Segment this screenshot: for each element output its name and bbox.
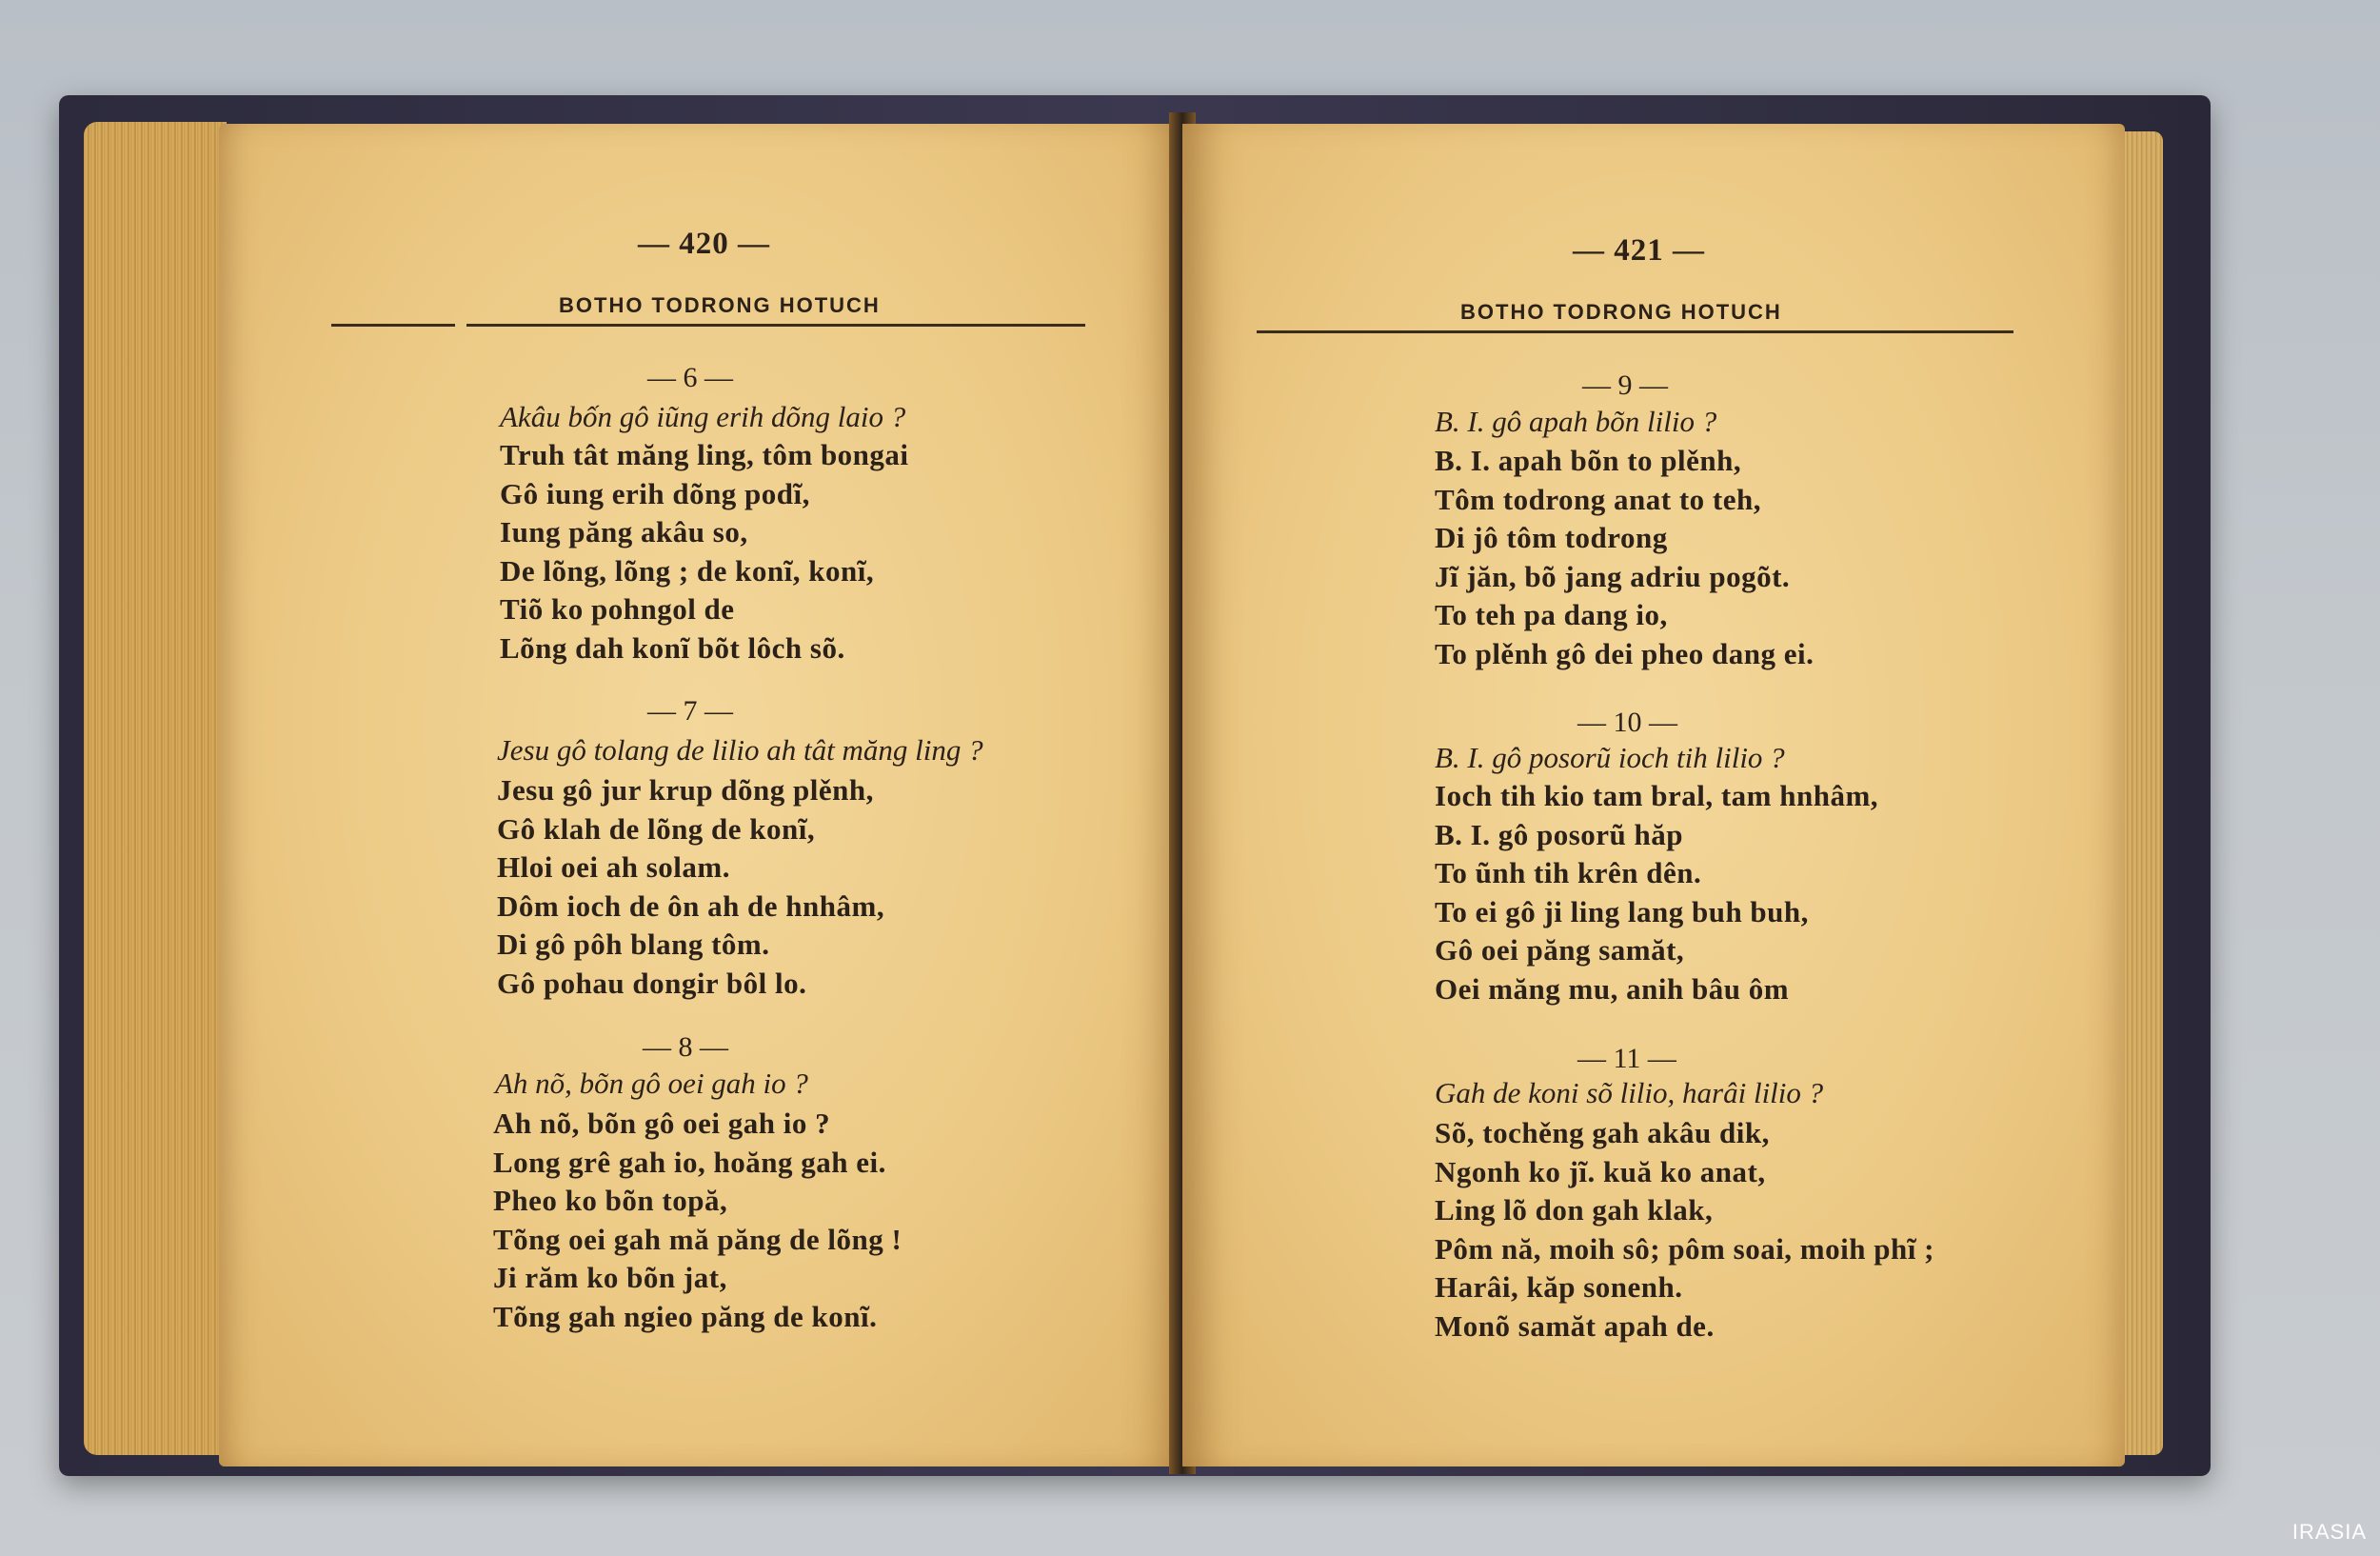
verse-line: Lõng dah konĩ bõt lôch sõ. bbox=[500, 630, 845, 665]
verse-line: Tõng oei gah mă păng de lõng ! bbox=[493, 1222, 902, 1256]
verse-line: Dôm ioch de ôn ah de hnhâm, bbox=[497, 888, 885, 923]
verse-line: Hloi oei ah solam. bbox=[497, 850, 730, 884]
page-number: — 421 — bbox=[1573, 233, 1705, 268]
verse-line: Ah nõ, bõn gô oei gah io ? bbox=[493, 1107, 831, 1140]
verse-line: Sõ, tochěng gah akâu dik, bbox=[1435, 1116, 1770, 1149]
verse-line: Ioch tih kio tam bral, tam hnhâm, bbox=[1435, 779, 1879, 812]
verse-line: To plěnh gô dei pheo dang ei. bbox=[1435, 636, 1815, 670]
section-question: Jesu gô tolang de lilio ah tât măng ling ? bbox=[497, 733, 983, 767]
header-rule-right bbox=[466, 324, 1085, 327]
verse-line: Jĩ jăn, bõ jang adriu pogõt. bbox=[1435, 559, 1791, 593]
verse-line: Gô iung erih dõng podĩ, bbox=[500, 476, 810, 510]
right-page bbox=[1182, 124, 2125, 1466]
section-number: — 7 — bbox=[647, 695, 733, 727]
verse-line: Long grê gah io, hoăng gah ei. bbox=[493, 1145, 886, 1179]
verse-line: Gô oei păng samăt, bbox=[1435, 933, 1685, 967]
verse-line: To ũnh tih krên dên. bbox=[1435, 856, 1702, 889]
verse-line: Gô klah de lõng de konĩ, bbox=[497, 811, 816, 846]
verse-line: Pheo ko bõn topă, bbox=[493, 1184, 728, 1217]
verse-line: B. I. apah bõn to plěnh, bbox=[1435, 444, 1742, 477]
verse-line: Ling lõ don gah klak, bbox=[1435, 1193, 1714, 1227]
section-number: — 8 — bbox=[643, 1031, 728, 1063]
section-question: Akâu bốn gô iũng erih dõng laio ? bbox=[500, 400, 906, 433]
section-question: Ah nõ, bõn gô oei gah io ? bbox=[495, 1067, 808, 1100]
verse-line: Gô pohau dongir bôl lo. bbox=[497, 966, 807, 1000]
verse-line: Tõng gah ngieo păng de konĩ. bbox=[493, 1299, 878, 1333]
verse-line: Tiõ ko pohngol de bbox=[500, 592, 735, 626]
verse-line: Ji răm ko bõn jat, bbox=[493, 1261, 727, 1294]
section-question: B. I. gô posorũ ioch tih lilio ? bbox=[1435, 741, 1785, 774]
section-question: Gah de koni sõ lilio, harâi lilio ? bbox=[1435, 1076, 1824, 1109]
verse-line: Iung păng akâu so, bbox=[500, 515, 748, 549]
verse-line: Ngonh ko jĩ. kuă ko anat, bbox=[1435, 1154, 1766, 1188]
section-verse bbox=[1435, 442, 1814, 673]
verse-line: De lõng, lõng ; de konĩ, konĩ, bbox=[500, 553, 875, 588]
verse-line: Truh tât măng ling, tôm bongai bbox=[500, 438, 909, 471]
section-verse bbox=[500, 436, 909, 668]
section-verse bbox=[1435, 777, 1878, 1008]
section-verse bbox=[1435, 1114, 1934, 1346]
section-verse bbox=[493, 1105, 902, 1336]
verse-line: Di gô pôh blang tôm. bbox=[497, 928, 770, 961]
verse-line: Jesu gô jur krup dõng plěnh, bbox=[497, 773, 874, 807]
verse-line: Oei măng mu, anih bâu ôm bbox=[1435, 971, 1790, 1006]
section-number: — 10 — bbox=[1577, 707, 1677, 738]
watermark: IRASIA bbox=[2291, 1520, 2367, 1544]
verse-line: Monõ samăt apah de. bbox=[1435, 1308, 1715, 1343]
section-question: B. I. gô apah bõn lilio ? bbox=[1435, 405, 1717, 438]
verse-line: To ei gô ji ling lang buh buh, bbox=[1435, 894, 1809, 928]
section-number: — 6 — bbox=[647, 362, 733, 393]
header-rule bbox=[1257, 330, 2013, 333]
verse-line: B. I. gô posorũ hăp bbox=[1435, 817, 1684, 851]
verse-line: Di jô tôm todrong bbox=[1435, 521, 1668, 554]
running-head: BOTHO TODRONG HOTUCH bbox=[559, 293, 881, 317]
section-number: — 11 — bbox=[1577, 1043, 1676, 1074]
verse-line: To teh pa dang io, bbox=[1435, 598, 1668, 631]
verse-line: Tôm todrong anat to teh, bbox=[1435, 482, 1761, 516]
running-head: BOTHO TODRONG HOTUCH bbox=[1460, 300, 1782, 324]
page-edges-left bbox=[84, 122, 227, 1455]
page-number: — 420 — bbox=[638, 227, 770, 261]
left-page bbox=[219, 124, 1182, 1466]
section-verse bbox=[497, 771, 884, 1003]
header-rule-left bbox=[331, 324, 455, 327]
verse-line: Harâi, kăp sonenh. bbox=[1435, 1270, 1683, 1304]
section-number: — 9 — bbox=[1582, 369, 1668, 401]
verse-line: Pôm nă, moih sô; pôm soai, moih phĩ ; bbox=[1435, 1231, 1934, 1266]
